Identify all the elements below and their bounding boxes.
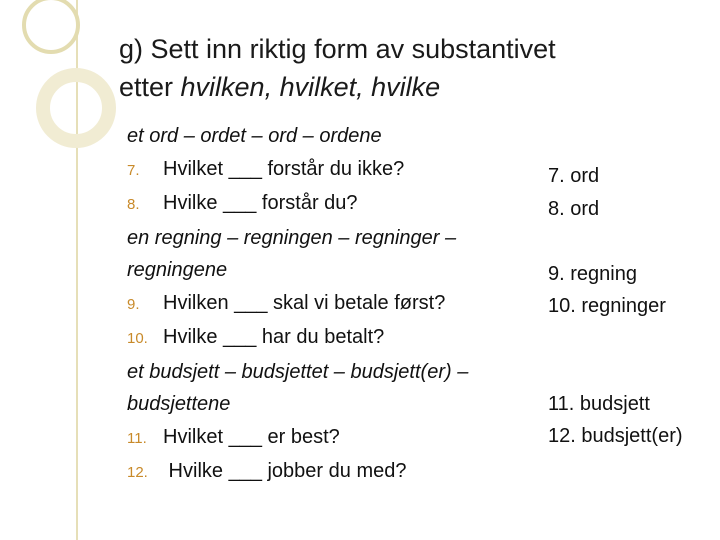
exercise-item	[127, 321, 527, 356]
exercise-list	[127, 120, 527, 490]
exercise-item	[127, 287, 527, 322]
item-number: 10.	[127, 330, 148, 347]
word-forms: en regning – regningen – regninger –	[127, 226, 457, 249]
exercise-item	[127, 455, 527, 490]
item-number: 12.	[127, 464, 148, 481]
slide-title	[119, 30, 699, 106]
item-number: 9.	[127, 295, 140, 313]
item-text: Hvilket ___ er best?	[163, 425, 340, 448]
word-forms: budsjettene	[127, 393, 231, 415]
answer-spacer	[548, 225, 718, 258]
item-text: Hvilken ___ skal vi betale først?	[163, 291, 446, 314]
answer-spacer	[548, 355, 718, 388]
answer: 11. budsjett	[548, 392, 650, 415]
word-forms: et ord – ordet – ord – ordene	[127, 125, 382, 147]
title-line-1: g) Sett inn riktig form av substantivet	[119, 34, 556, 64]
item-number: 7.	[127, 161, 140, 179]
answer: 7. ord	[548, 165, 600, 187]
exercise-item	[127, 421, 527, 456]
answer-spacer	[548, 323, 718, 356]
item-number: 11.	[127, 429, 147, 447]
word-forms: et budsjett – budsjettet – budsjett(er) –	[127, 360, 469, 383]
word-forms: regningene	[127, 259, 228, 281]
answer: 12. budsjett(er)	[548, 425, 683, 447]
item-text: Hvilke ___ har du betalt?	[163, 326, 385, 348]
item-text: Hvilket ___ forstår du ikke?	[163, 157, 405, 180]
exercise-item	[127, 153, 527, 188]
item-number: 8.	[127, 196, 140, 213]
answer: 9. regning	[548, 262, 637, 285]
exercise-item	[127, 187, 527, 222]
title-line-2-plain: etter	[119, 72, 181, 102]
decorative-circle	[36, 68, 116, 148]
answer: 10. regninger	[548, 295, 666, 317]
answer: 8. ord	[548, 197, 600, 220]
title-line-2-italic: hvilken, hvilket, hvilke	[180, 72, 441, 102]
title-line-2	[119, 68, 699, 106]
decorative-circle	[22, 0, 80, 54]
answer-list	[548, 160, 718, 453]
item-text: Hvilke ___ forstår du?	[163, 192, 358, 214]
item-text: Hvilke ___ jobber du med?	[163, 460, 407, 482]
